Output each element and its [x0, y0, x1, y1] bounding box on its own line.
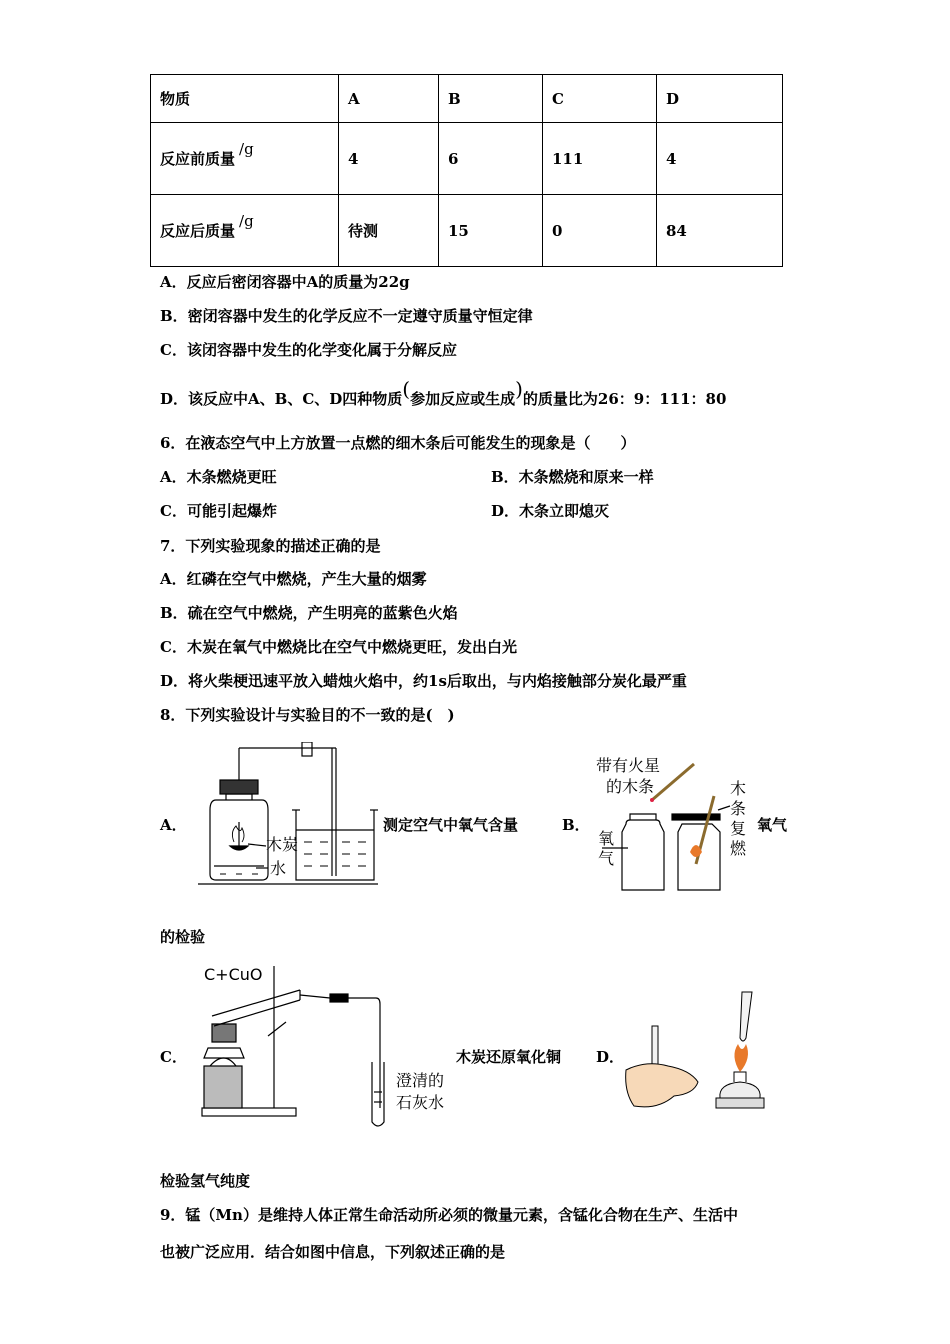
paren-open: (	[402, 377, 411, 401]
q8-option-a-text: 测定空气中氧气含量	[383, 816, 519, 834]
q5-d-text: D．该反应中A、B、C、D四种物质	[160, 390, 403, 408]
q7-option-b: B．硫在空气中燃烧，产生明亮的蓝紫色火焰	[160, 604, 458, 622]
relight-vertical-char: 条	[730, 799, 747, 818]
relight-vertical-char: 复	[730, 819, 747, 838]
oxygen-content-apparatus-figure	[196, 742, 380, 888]
q8-label-d: D．	[596, 1048, 625, 1066]
table-cell: 4	[657, 123, 783, 195]
q8-option-b-text-1: 氧气	[757, 816, 788, 834]
table-cell: 4	[339, 123, 439, 195]
row-unit: /g	[239, 212, 254, 230]
q5-option-d	[160, 377, 727, 409]
table-header-cell: A	[339, 75, 439, 123]
q9-stem-line1: 9．锰（Mn）是维持人体正常生命活动所必须的微量元素，含锰化合物在生产、生活中	[160, 1206, 738, 1224]
limewater-label-line1: 澄清的	[396, 1071, 445, 1090]
hydrogen-purity-test-figure	[622, 986, 782, 1126]
table-row	[151, 195, 783, 267]
relight-vertical-char: 燃	[730, 839, 747, 858]
q6-option-a: A．木条燃烧更旺	[160, 468, 277, 486]
q7-option-d: D．将火柴梗迅速平放入蜡烛火焰中，约1s后取出，与内焰接触部分炭化最严重	[160, 672, 687, 690]
table-header-row	[151, 75, 783, 123]
charcoal-label: 木炭	[266, 835, 299, 854]
table-cell: 0	[543, 195, 657, 267]
water-label: 水	[270, 859, 287, 878]
oxygen-vertical-char: 氧	[598, 829, 615, 848]
table-cell: 6	[439, 123, 543, 195]
q5-option-a: A．反应后密闭容器中A的质量为22g	[160, 273, 410, 291]
charcoal-reduction-apparatus-figure	[200, 962, 460, 1130]
q8-label-b: B．	[562, 816, 590, 834]
limewater-label-line2: 石灰水	[396, 1093, 445, 1112]
q8-stem: 8．下列实验设计与实验目的不一致的是( )	[160, 706, 455, 724]
row-label: 反应后质量	[160, 222, 236, 240]
table-header-cell: 物质	[151, 75, 339, 123]
table-header-cell: C	[543, 75, 657, 123]
row-label-cell	[151, 123, 339, 195]
row-label-cell	[151, 195, 339, 267]
q8-option-d-text: 检验氢气纯度	[160, 1172, 251, 1190]
table-cell: 15	[439, 195, 543, 267]
table-cell: 111	[543, 123, 657, 195]
q7-option-c: C．木炭在氧气中燃烧比在空气中燃烧更旺，发出白光	[160, 638, 517, 656]
table-cell: 84	[657, 195, 783, 267]
reagent-label: C+CuO	[204, 965, 263, 984]
q5-d-post: 的质量比为26：9：111：80	[522, 390, 727, 408]
q6-option-b: B．木条燃烧和原来一样	[491, 468, 654, 486]
table-row	[151, 123, 783, 195]
paren-close: )	[515, 377, 523, 401]
mass-table	[150, 74, 783, 267]
table-header-cell: D	[657, 75, 783, 123]
relight-vertical-char: 木	[730, 779, 747, 798]
q5-d-mid: 参加反应或生成	[410, 390, 516, 408]
q6-stem: 6．在液态空气中上方放置一点燃的细木条后可能发生的现象是（ ）	[160, 434, 636, 452]
oxygen-vertical-char: 气	[598, 849, 615, 868]
q5-option-c: C．该闭容器中发生的化学变化属于分解反应	[160, 341, 457, 359]
q9-stem-line2: 也被广泛应用．结合如图中信息，下列叙述正确的是	[160, 1243, 506, 1261]
spark-label-line2: 的木条	[606, 777, 655, 796]
row-unit: /g	[239, 140, 254, 158]
q5-option-b: B．密闭容器中发生的化学反应不一定遵守质量守恒定律	[160, 307, 533, 325]
q6-option-d: D．木条立即熄灭	[491, 502, 610, 520]
q8-option-c-text: 木炭还原氧化铜	[456, 1048, 562, 1066]
spark-label-line1: 带有火星	[596, 756, 661, 775]
q8-label-c: C．	[160, 1048, 187, 1066]
q8-label-a: A．	[160, 816, 187, 834]
table-cell: 待测	[339, 195, 439, 267]
row-label: 反应前质量	[160, 150, 236, 168]
oxygen-test-figure	[590, 752, 754, 894]
q8-option-b-text-2: 的检验	[160, 928, 206, 946]
q7-option-a: A．红磷在空气中燃烧，产生大量的烟雾	[160, 570, 427, 588]
table-header-cell: B	[439, 75, 543, 123]
q6-option-c: C．可能引起爆炸	[160, 502, 277, 520]
q7-stem: 7．下列实验现象的描述正确的是	[160, 537, 381, 555]
